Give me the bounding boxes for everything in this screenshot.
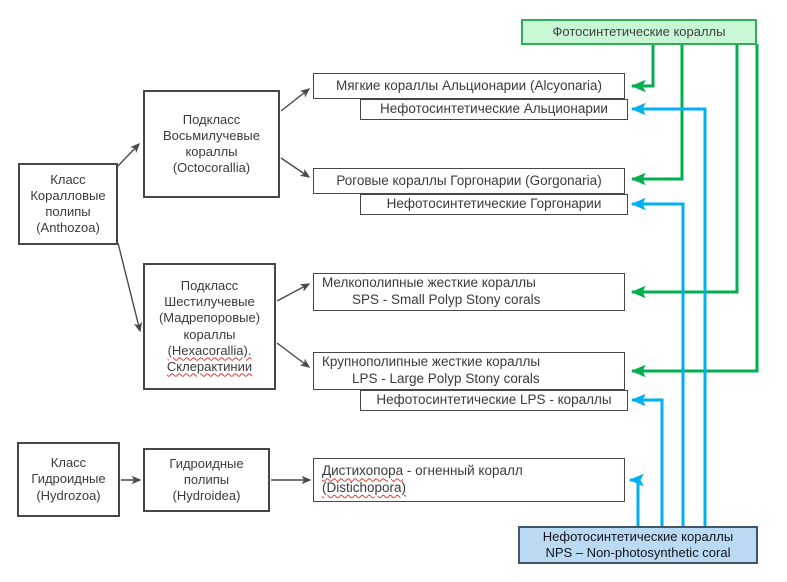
box-label: LPS - Large Polyp Stony corals <box>352 371 540 386</box>
box-label <box>322 463 624 480</box>
box-subclass-octocorallia <box>143 90 280 198</box>
box-label: Мягкие кораллы Альционарии (Alcyonaria) <box>336 77 602 93</box>
box-label: NPS – Non-photosynthetic coral <box>545 545 731 560</box>
box-nonphotosynthetic-alcyonaria <box>360 99 628 120</box>
box-class-anthozoa <box>18 163 118 245</box>
edge-nps-distichopora <box>630 480 638 526</box>
box-label: (Hydrozoa) <box>36 487 101 503</box>
box-label: (Anthozoa) <box>36 220 100 236</box>
box-label: Гидроидные <box>169 455 244 471</box>
edge-nps-gorgonaria <box>632 204 683 526</box>
box-distichopora-fire-coral <box>313 458 625 502</box>
box-label-misspelled: (Distichopora) <box>322 480 407 495</box>
box-label: Подкласс <box>182 111 241 127</box>
box-label: Нефотосинтетические LPS - кораллы <box>376 392 612 408</box>
box-class-hydrozoa <box>17 442 120 517</box>
box-label: Класс <box>50 171 86 187</box>
edge-photo-lps <box>632 44 757 371</box>
box-nonphotosynthetic-lps <box>360 390 628 411</box>
box-label: Шестилучевые <box>164 294 255 310</box>
box-label: Крупнополипные жесткие кораллы <box>322 354 541 370</box>
box-lps-corals <box>313 352 625 390</box>
box-label-misspelled: Дистихопора <box>322 463 404 479</box>
box-label: Коралловые <box>30 187 106 203</box>
edge-photo-alcyonaria <box>632 44 653 86</box>
box-label: полипы <box>45 204 91 219</box>
box-label: Подкласс <box>180 278 239 294</box>
box-label: (Мадрепоровые) <box>158 310 261 326</box>
box-sps-corals <box>313 273 625 311</box>
box-label: Роговые кораллы Горгонарии (Gorgonaria) <box>336 172 602 188</box>
edge-anthozoa-octocorallia <box>118 144 139 166</box>
box-nonphotosynthetic-corals <box>518 526 758 564</box>
box-label: полипы <box>183 471 230 487</box>
edge-octocorallia-alcyonaria <box>281 89 309 111</box>
edge-anthozoa-hexacorallia <box>118 243 140 331</box>
box-label-misspelled: (Hexacorallia). <box>167 342 252 358</box>
edge-photo-gorgonaria <box>632 44 682 179</box>
edge-hexacorallia-sps <box>277 284 309 301</box>
box-label: Мелкополипные жесткие кораллы <box>322 275 536 291</box>
box-label: (Hydroidea) <box>172 488 241 504</box>
box-nonphotosynthetic-gorgonaria <box>360 194 628 215</box>
box-label: (Octocorallia) <box>172 160 251 176</box>
box-label: - огненный коралл <box>403 463 523 479</box>
box-horny-corals-gorgonaria <box>313 168 625 194</box>
box-label: Восьмилучевые <box>163 127 260 143</box>
box-label: Нефотосинтетические Горгонарии <box>386 196 602 212</box>
box-subclass-hexacorallia <box>143 263 276 390</box>
box-photosynthetic-corals <box>521 19 757 45</box>
edge-nps-alcyonaria <box>632 109 705 526</box>
box-label: SPS - Small Polyp Stony corals <box>352 292 541 307</box>
box-label: Класс <box>50 455 87 471</box>
edge-photo-sps <box>632 44 737 292</box>
box-label-misspelled: Склерактинии <box>166 358 253 374</box>
box-hydroid-polyps <box>143 448 270 512</box>
box-label: Фотосинтетические кораллы <box>552 23 726 39</box>
box-label: кораллы <box>185 144 238 159</box>
box-label: кораллы <box>183 326 236 342</box>
edge-hexacorallia-lps <box>277 343 309 367</box>
box-label: Нефотосинтетические кораллы <box>542 528 734 544</box>
edge-octocorallia-gorgonaria <box>281 158 309 177</box>
box-soft-corals-alcyonaria <box>313 73 625 99</box>
edge-nps-lps <box>632 400 662 526</box>
box-label: Нефотосинтетические Альционарии <box>380 101 608 117</box>
box-label: Гидроидные <box>31 471 106 487</box>
